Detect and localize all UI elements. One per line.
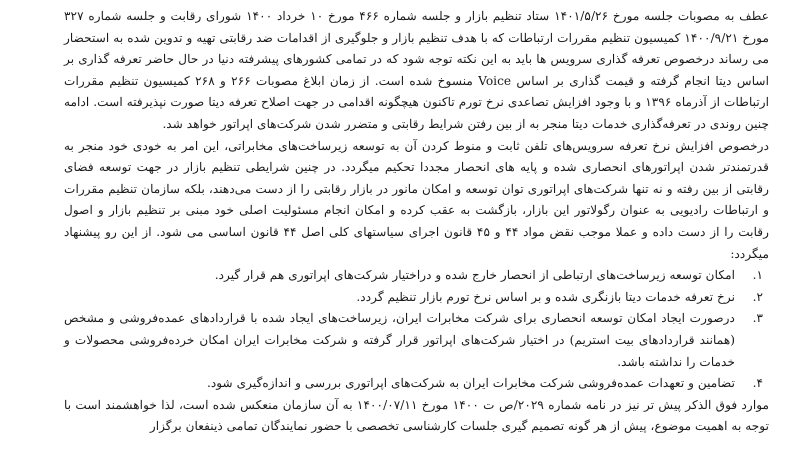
- list-item-text: امکان توسعه زیرساخت‌های ارتباطی از انحصار خارج شده و دراختیار شرکت‌های اپراتوری هم قرار گیرد.: [214, 268, 735, 283]
- list-item-number: ۱.: [752, 268, 763, 283]
- list-item: [64, 308, 769, 373]
- document-body: [64, 6, 769, 438]
- list-item: [64, 287, 769, 309]
- list-item-text: تضامین و تعهدات عمده‌فروشی شرکت مخابرات ایران به شرکت‌های اپراتوری بررسی و اندازه‌گیری شود.: [206, 376, 735, 391]
- paragraph-regulation-background: عطف به مصوبات جلسه مورخ ۱۴۰۱/۵/۲۶ ستاد تنظیم بازار و جلسه شماره ۴۶۶ مورخ ۱۰ خرداد ۱۴۰۰ شورای رقابت و جلسه شماره ۳۲۷ مورخ ۱۴۰۰/۹/۲۱ کمیسیون تنظیم مقررات ارتباطات که با هدف تنظیم بازار و جلوگیری از اقدامات ضد رقابتی تهیه و تدوین شده به استحضار می رساند درخصوص تعرفه گذاری سرویس ها باید به این نکته توجه شود که در تمامی کشورهای پیشرفته دنیا در حال حاضر تعرفه گذاری بر اساس دیتا انجام گرفته و قیمت گذاری بر اساس Voice منسوخ شده است. از زمان ابلاغ مصوبات ۲۶۶ و ۲۶۸ کمیسیون تنظیم مقررات ارتباطات از آذرماه ۱۳۹۶ و با وجود افزایش تصاعدی نرخ تورم تاکنون هیچگونه اقدامی در جهت اصلاح تعرفه دیتا صورت نپذیرفته است. ادامه چنین روندی در تعرفه‌گذاری خدمات دیتا منجر به از بین رفتن شرایط رقابتی و متضرر شدن شرکت‌های اپراتور خواهد شد.: [64, 9, 770, 131]
- list-item: [64, 265, 769, 287]
- paragraph-closing: موارد فوق الذکر پیش تر نیز در نامه شماره ۲۰۲۹/ص ت ۱۴۰۰ مورخ ۱۴۰۰/۰۷/۱۱ به آن سازمان منعکس شده است، لذا خواهشمند است با توجه به اهمیت موضوع، پیش از هر گونه تصمیم گیری جلسات کارشناسی تخصصی با حضور نمایندگان تمامی ذینفعان برگزار: [64, 397, 770, 434]
- list-item-text: نرخ تعرفه خدمات دیتا بازنگری شده و بر اساس نرخ تورم بازار تنظیم گردد.: [356, 289, 735, 304]
- list-item: [64, 373, 769, 395]
- list-item-number: ۲.: [752, 289, 763, 304]
- list-item-text: درصورت ایجاد امکان توسعه انحصاری برای شرکت مخابرات ایران، زیرساخت‌های ایجاد شده با قراردادهای عمده‌فروشی و مشخص (همانند قراردادهای بیت استریم) در اختیار شرکت‌های اپراتور قرار گرفته و شرکت مخابرات ایران امکان خرده‌فروشی محصولات و خدمات را نداشته باشد.: [64, 311, 735, 369]
- paragraph-fixed-line-tariff: درخصوص افزایش نرخ تعرفه سرویس‌های تلفن ثابت و منوط کردن آن به توسعه زیرساخت‌های مخابراتی، این امر به خودی خود منجر به قدرتمندتر شدن اپراتورهای انحصاری شده و پایه های انحصار مجددا تحکیم میگردد. در چنین شرایطی تنظیم بازار در جهت توسعه فضای رقابتی از بین رفته و نه تنها شرکت‌های اپراتوری توان توسعه و امکان مانور در بازار رقابتی را از دست می‌دهند، بلکه سازمان تنظیم مقررات و ارتباطات رادیویی به عنوان رگولاتور این بازار، بازگشت به عقب کرده و امکان انجام مسئولیت اصلی خود مبنی بر تنظیم بازار و اصول رقابت را از دست داده و عملا موجب نقض مواد ۴۴ و ۴۵ قانون اجرای سیاستهای کلی اصل ۴۴ قانون اساسی می شود. از این رو پیشنهاد میگردد:: [64, 138, 769, 261]
- list-item-number: ۴.: [752, 376, 763, 391]
- proposal-list: [64, 265, 769, 395]
- list-item-number: ۳.: [752, 311, 763, 326]
